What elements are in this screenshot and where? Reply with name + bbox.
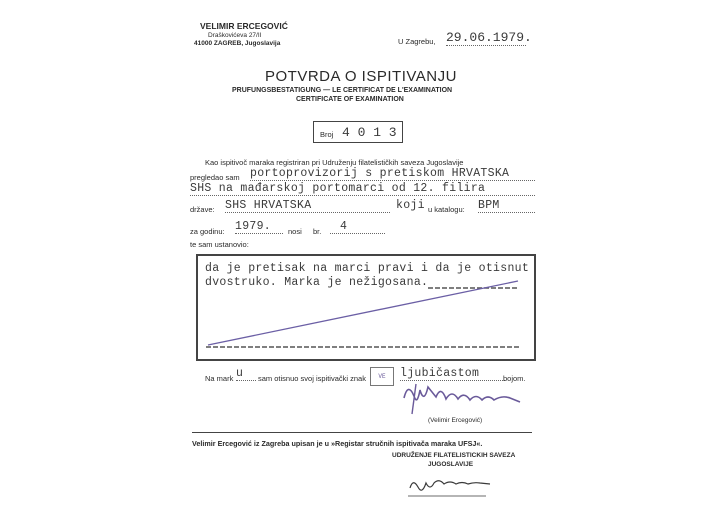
mark-value: u [236,367,256,381]
ink-suffix: bojom. [503,374,526,383]
country-label: države: [190,205,215,214]
register-line: Velimir Ercegović iz Zagreba upisan je u »Registar stručnih ispitivača maraka UFSJ«. [192,439,483,448]
date: 29.06.1979. [446,30,532,45]
subtitle-1: PRUFUNGSBESTATIGUNG — LE CERTIFICAT DE L'EXAMINATION [232,87,453,94]
year-value: 1979. [235,220,283,234]
catalog-value: BPM [478,199,535,213]
number-label: Broj [320,130,334,139]
mark-mid: sam otisnuo svoj ispitivački znak [258,374,366,383]
signature-caption: (Velimir Ercegović) [428,417,483,424]
no-label: nosi [288,227,302,236]
year-label: za godinu: [190,227,225,236]
finding-line-1: da je pretisak na marci pravi i da je otisnut [205,262,530,275]
intro-line: Kao ispitivoč maraka registriran pri Udruženju filatelističkih saveza Jugoslavije [205,158,464,167]
union-line-2: JUGOSLAVIJE [428,461,474,468]
examined-text-2: SHS na mađarskoj portomarci od 12. filira [190,182,535,196]
catalog-label: koji [396,199,425,212]
examiner-stamp: VE [378,373,386,380]
number-value: 4 0 1 3 [342,125,397,140]
subtitle-2: CERTIFICATE OF EXAMINATION [296,96,404,103]
finding-line-2: dvostruko. Marka je nežigosana. [205,276,429,289]
sender-name: VELIMIR ERCEGOVIĆ [200,21,288,31]
examined-text-1: portoprovizorij s pretiskom HRVATSKA [250,167,535,181]
separator [192,432,532,433]
union-line-1: UDRUŽENJE FILATELISTICKIH SAVEZA [392,452,516,459]
no-mid: br. [313,227,322,236]
examiner-stamp-box [370,367,394,386]
catalog-mid: u katalogu: [428,205,465,214]
sender-street: Draškovićeva 27/II [208,32,262,39]
country-value: SHS HRVATSKA [225,199,390,213]
no-value: 4 [330,220,385,234]
mark-label: Na mark [205,374,234,383]
examined-label: pregledao sam [190,173,240,182]
ink-color: ljubičastom [400,367,505,381]
place-prefix: U Zagrebu, [398,37,436,46]
sender-city: 41000 ZAGREB, Jugoslavija [194,40,281,47]
title: POTVRDA O ISPITIVANJU [265,68,457,85]
established-label: te sam ustanovio: [190,240,249,249]
